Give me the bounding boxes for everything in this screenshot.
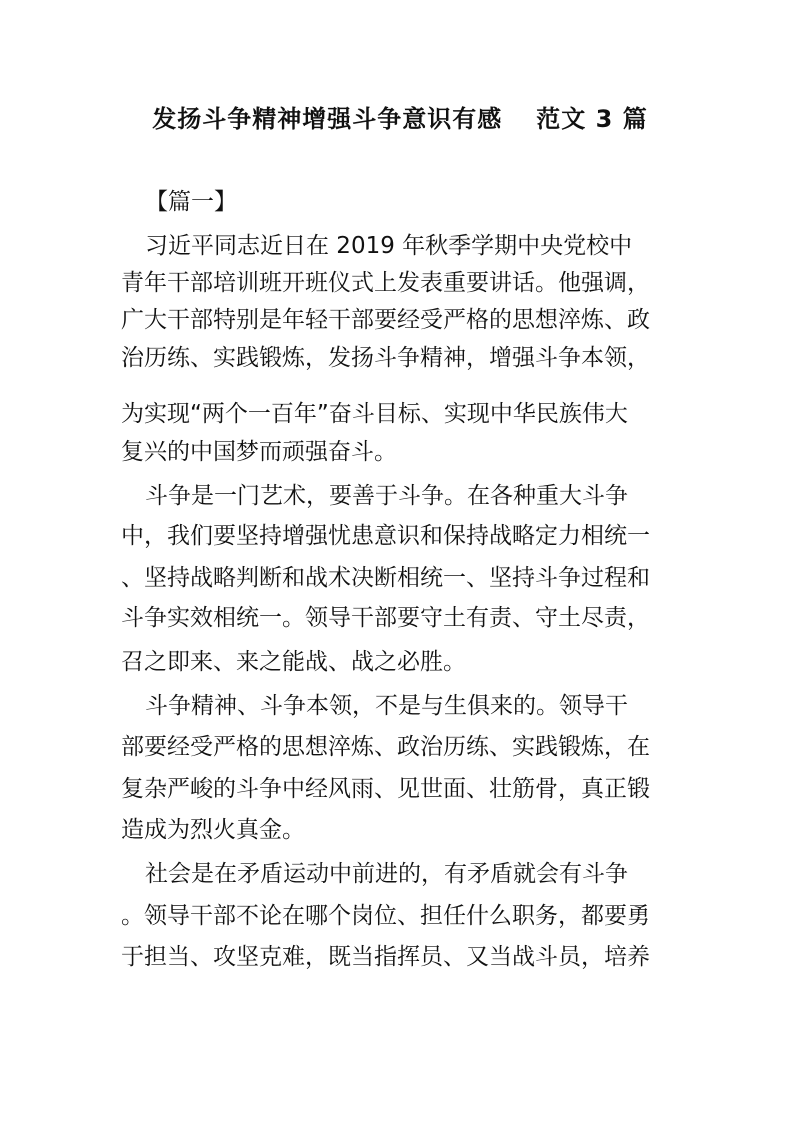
paragraph-line: 青年干部培训班开班仪式上发表重要讲话。他强调， (121, 270, 650, 296)
paragraph-line: 、坚持战略判断和战术决断相统一、坚持斗争过程和 (121, 565, 650, 591)
paragraph-line: 斗争实效相统一。领导干部要守土有责、守土尽责， (121, 605, 650, 631)
section-label: 【篇一】 (145, 189, 237, 215)
paragraph-line: 社会是在矛盾运动中前进的，有矛盾就会有斗争 (145, 861, 628, 887)
paragraph-line: 斗争是一门艺术，要善于斗争。在各种重大斗争 (145, 483, 628, 509)
paragraph-line: 治历练、实践锻炼，发扬斗争精神，增强斗争本领， (121, 345, 650, 371)
paragraph-line: 广大干部特别是年轻干部要经受严格的思想淬炼、政 (121, 307, 650, 333)
paragraph-line: 复兴的中国梦而顽强奋斗。 (121, 439, 397, 465)
paragraph-line: 斗争精神、斗争本领，不是与生俱来的。领导干 (145, 693, 628, 719)
paragraph-line: 习近平同志近日在 2019 年秋季学期中央党校中 (145, 233, 633, 259)
paragraph-line: 部要经受严格的思想淬炼、政治历练、实践锻炼，在 (121, 734, 650, 760)
paragraph-line: 为实现“两个一百年”奋斗目标、实现中华民族伟大 (121, 401, 628, 427)
page-title (0, 102, 800, 136)
paragraph-line: 复杂严峻的斗争中经风雨、见世面、壮筋骨，真正锻 (121, 776, 650, 802)
paragraph-line: 。领导干部不论在哪个岗位、担任什么职务，都要勇 (121, 903, 650, 929)
title-main: 发扬斗争精神增强斗争意识有感 (152, 105, 503, 133)
paragraph-line: 召之即来、来之能战、战之必胜。 (121, 649, 466, 675)
title-suffix: 范文 3 篇 (536, 105, 648, 133)
paragraph-line: 中，我们要坚持增强忧患意识和保持战略定力相统一 (121, 523, 650, 549)
paragraph-line: 造成为烈火真金。 (121, 817, 305, 843)
paragraph-line: 于担当、攻坚克难，既当指挥员、又当战斗员，培养 (121, 944, 650, 970)
